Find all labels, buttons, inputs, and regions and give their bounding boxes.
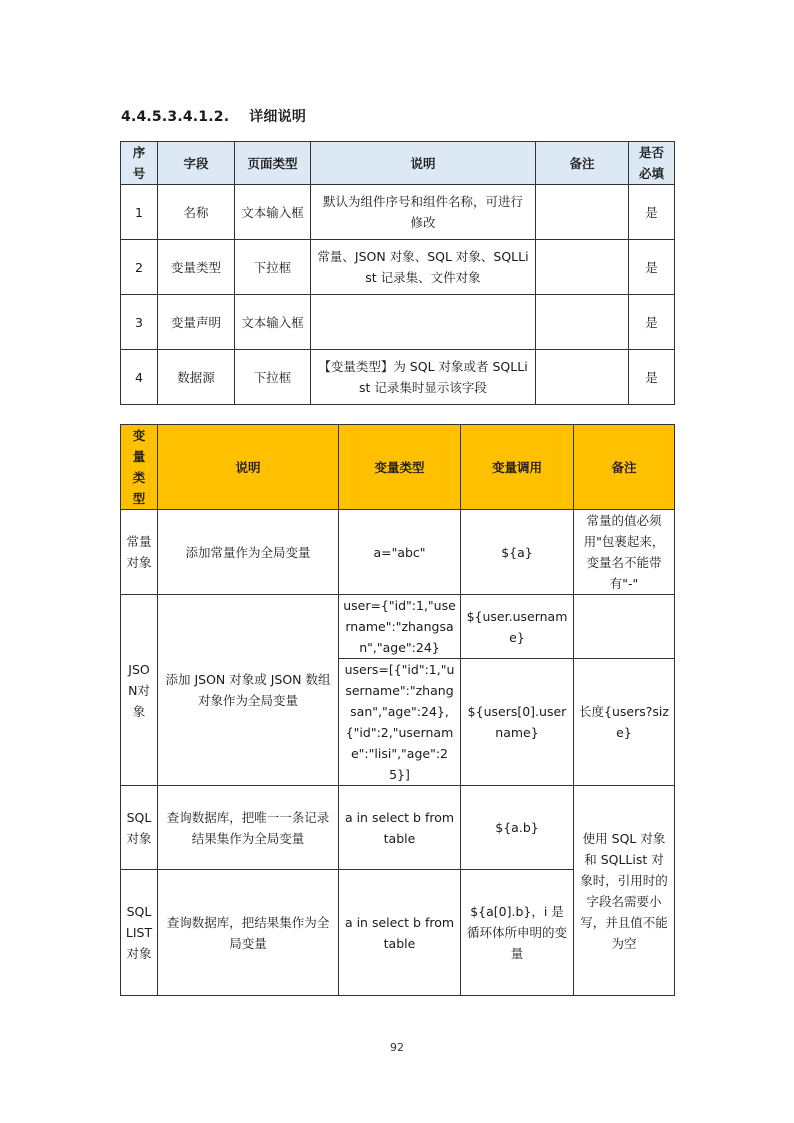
header-var-type: 变量类型	[121, 425, 158, 510]
cell-var-type: JSON对象	[121, 595, 158, 786]
table-row	[121, 350, 675, 405]
table-row-const	[121, 510, 675, 595]
cell-required: 是	[629, 350, 675, 405]
section-number: 4.4.5.3.4.1.2.	[121, 109, 230, 125]
cell-var-remark: 长度{users?size}	[574, 659, 675, 786]
variable-type-table	[120, 424, 675, 996]
section-heading	[121, 106, 306, 126]
page-number: 92	[390, 1041, 404, 1054]
table-row-sql	[121, 786, 675, 870]
cell-description: 默认为组件序号和组件名称，可进行修改	[311, 185, 536, 240]
cell-var-remark-shared: 使用 SQL 对象和 SQLList 对象时，引用时的字段名需要小写，并且值不能为空	[574, 786, 675, 996]
cell-var-call: ${a[0].b}，i 是循环体所申明的变量	[461, 870, 574, 996]
table-row	[121, 295, 675, 350]
header-var-description: 说明	[158, 425, 339, 510]
cell-index: 3	[121, 295, 158, 350]
cell-page-type: 文本输入框	[235, 185, 311, 240]
cell-page-type: 下拉框	[235, 350, 311, 405]
cell-var-description: 查询数据库，把结果集作为全局变量	[158, 870, 339, 996]
cell-remark	[536, 350, 629, 405]
cell-var-declaration: a in select b from table	[339, 786, 461, 870]
cell-description: 【变量类型】为 SQL 对象或者 SQLList 记录集时显示该字段	[311, 350, 536, 405]
section-title: 详细说明	[249, 109, 307, 125]
cell-remark	[536, 240, 629, 295]
cell-page-type: 文本输入框	[235, 295, 311, 350]
cell-description	[311, 295, 536, 350]
header-required: 是否必填	[629, 142, 675, 185]
cell-var-declaration: a in select b from table	[339, 870, 461, 996]
table-row-json	[121, 595, 675, 659]
variable-table-header	[121, 425, 675, 510]
cell-field: 变量声明	[158, 295, 235, 350]
header-var-declaration: 变量类型	[339, 425, 461, 510]
cell-field: 名称	[158, 185, 235, 240]
cell-var-call: ${users[0].username}	[461, 659, 574, 786]
header-remark: 备注	[536, 142, 629, 185]
table-row	[121, 185, 675, 240]
cell-var-remark: 常量的值必须用"包裹起来，变量名不能带有"-"	[574, 510, 675, 595]
cell-description: 常量、JSON 对象、SQL 对象、SQLList 记录集、文件对象	[311, 240, 536, 295]
cell-var-declaration: a="abc"	[339, 510, 461, 595]
header-index: 序号	[121, 142, 158, 185]
cell-var-type: SQLLIST对象	[121, 870, 158, 996]
field-table	[120, 141, 675, 405]
cell-field: 变量类型	[158, 240, 235, 295]
cell-var-description: 查询数据库，把唯一一条记录结果集作为全局变量	[158, 786, 339, 870]
cell-index: 1	[121, 185, 158, 240]
header-page-type: 页面类型	[235, 142, 311, 185]
cell-index: 2	[121, 240, 158, 295]
cell-page-type: 下拉框	[235, 240, 311, 295]
field-table-header	[121, 142, 675, 185]
table-row	[121, 240, 675, 295]
cell-var-call: ${a.b}	[461, 786, 574, 870]
cell-var-declaration: users=[{"id":1,"username":"zhangsan","age":24},{"id":2,"username":"lisi","age":25}]	[339, 659, 461, 786]
cell-index: 4	[121, 350, 158, 405]
cell-var-remark	[574, 595, 675, 659]
header-var-call: 变量调用	[461, 425, 574, 510]
cell-required: 是	[629, 240, 675, 295]
header-field: 字段	[158, 142, 235, 185]
cell-var-type: SQL对象	[121, 786, 158, 870]
header-description: 说明	[311, 142, 536, 185]
cell-var-description: 添加常量作为全局变量	[158, 510, 339, 595]
cell-field: 数据源	[158, 350, 235, 405]
cell-var-type: 常量对象	[121, 510, 158, 595]
cell-required: 是	[629, 185, 675, 240]
cell-required: 是	[629, 295, 675, 350]
header-var-remark: 备注	[574, 425, 675, 510]
cell-remark	[536, 295, 629, 350]
cell-var-description: 添加 JSON 对象或 JSON 数组对象作为全局变量	[158, 595, 339, 786]
cell-var-call: ${a}	[461, 510, 574, 595]
cell-var-declaration: user={"id":1,"username":"zhangsan","age":24}	[339, 595, 461, 659]
cell-remark	[536, 185, 629, 240]
cell-var-call: ${user.username}	[461, 595, 574, 659]
